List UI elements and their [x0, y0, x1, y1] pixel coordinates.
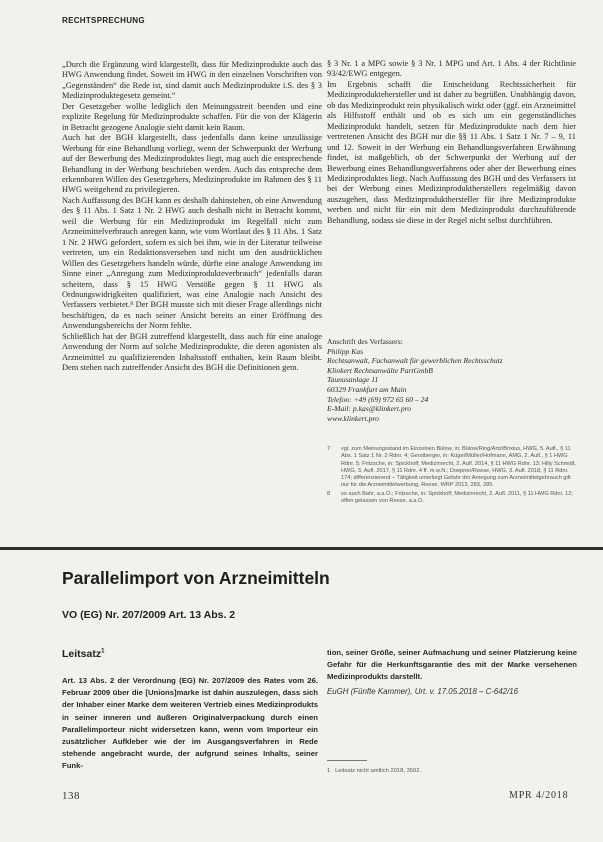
author-line: E-Mail: p.kas@klinkert.pro [327, 404, 412, 414]
paragraph: Schließlich hat der BGH zutreffend klargestellt, dass auch für eine analoge Anwendung der Norm auf solche Medizinprodukte, die deren agonisten als Arzneimittel zu qualifizierenden Inhaltsstoff enthalten, kein Raum bleibt. Dem stehen nach zutreffender Ansicht des BGH die Definitionen gem. [62, 331, 322, 373]
section-divider [0, 547, 603, 550]
author-line: Taunusanlage 11 [327, 375, 379, 385]
section-heading [62, 648, 104, 660]
author-address [327, 337, 576, 423]
author-line: www.klinkert.pro [327, 413, 379, 423]
footnote [327, 768, 577, 774]
left-text-column [62, 60, 322, 374]
footnote-number: 1 [327, 768, 331, 774]
author-line: Telefon: +49 (69) 972 65 60 – 24 [327, 394, 429, 404]
article-title: Parallelimport von Arzneimitteln [62, 568, 330, 588]
footnote-number: 7 [327, 446, 331, 452]
section-heading-text: Leitsatz [62, 648, 102, 660]
author-address-lead: Anschrift des Verfassers: [327, 337, 403, 346]
leitsatz-text-left: Art. 13 Abs. 2 der Verordnung (EG) Nr. 207/2009 des Rates vom 26. Februar 2009 über die [Unions]marke ist dahin auszulegen, dass sich der Inhaber einer Marke dem weiteren Vertrieb eines Medizinprodukts in seiner inneren und äußeren Originalverpackung durch einen Parallelimporteur nicht widersetzen kann, wenn vom Importeur ein zusätzlicher Aufkleber wie der im Ausgangsverfahren in Rede stehende angebracht wurde, der aufgrund seines Inhalts, seiner Funk- [62, 676, 318, 771]
footnote-text: Leitsatz nicht amtlich 2018, 3502. [335, 768, 422, 774]
footnote-rule [327, 760, 367, 761]
running-head: RECHTSPRECHUNG [62, 16, 145, 25]
author-line: Klinkert Rechtsanwälte PartGmbB [327, 365, 433, 375]
paragraph: Der Gesetzgeber wollte lediglich den Meinungsstreit beenden und eine explizite Regelung für Medizinprodukte schaffen. Für die von der Klägerin in Betracht gezogene Analogie sieht damit kein Raum. [62, 101, 322, 132]
footnotes [327, 446, 576, 506]
paragraph: Nach Auffassung des BGH kann es deshalb dahinstehen, ob eine Anwendung des § 11 Abs. 1 Satz 1 Nr. 2 HWG auch deshalb nicht in Betracht kommt, weil die Werbung für ein Medizinprodukt im Regelfall nicht zum Arzneimittelverbrauch anregen kann, wie vom Wortlaut des § 11 Abs. 1 Satz 1 Nr. 2 HWG gefordert, sofern es sich bei ihm, wie in der Literatur teilweise vertreten, um ein Redaktionsversehen und nicht um den ausdrücklichen Willen des Gesetzgebers handeln würde, dürfte eine analoge Anwendung im Sinne einer „Anregung zum Medizinprodukteverbrauch“ jedenfalls daran scheitern, dass § 15 HWG Verstöße gegen § 11 HWG als Ordnungswidrigkeiten qualifiziert, was eine Analogie nach Ansicht des Verfassers verbietet.⁸ Der BGH musste sich mit dieser Frage allerdings nicht beschäftigen, da es nach seiner Ansicht bereits an einer Eröffnung des Anwendungsbereichs der Norm fehlte. [62, 195, 322, 331]
footnote-text: so auch Bahr, a.a.O.; Fritzsche, in: Spickhoff, Medizinrecht, 2. Aufl. 2011, § 11 HWG Rdnr. 12; offen gelassen von Reese, a.a.O. [341, 490, 573, 505]
author-line: Rechtsanwalt, Fachanwalt für gewerblichen Rechtsschutz [327, 356, 503, 366]
footnote-ref: 1 [101, 648, 105, 655]
leitsatz-text-right: tion, seiner Größe, seiner Aufmachung und seiner Platzierung keine Gefahr für die Herkunftsgarantie des mit der Marke versehenen Medizinprodukts darstellt. [327, 648, 577, 682]
paragraph: „Durch die Ergänzung wird klargestellt, dass für Medizinprodukte auch das HWG Anwendung findet. Soweit im HWG in den einzelnen Vorschriften von „Gegenständen“ die Rede ist, sind damit auch Medizinprodukte i.S. des § 3 Medizinproduktegesetz gemeint.“ [62, 60, 322, 101]
footnote [327, 446, 576, 490]
author-line: Philipp Kas [327, 346, 364, 356]
court-citation: EuGH (Fünfte Kammer), Urt. v. 17.05.2018 – C-642/16 [327, 687, 519, 696]
journal-issue: MPR 4/2018 [509, 790, 569, 801]
right-text-column [327, 59, 576, 226]
footnote [327, 491, 576, 506]
footnote-number: 8 [327, 490, 331, 497]
paragraph: § 3 Nr. 1 a MPG sowie § 3 Nr. 1 MPG und Art. 1 Abs. 4 der Richtlinie 93/42/EWG entgegen. [327, 59, 576, 79]
page-number: 138 [62, 790, 80, 802]
paragraph: Im Ergebnis schafft die Entscheidung Rechtssicherheit für Medizinproduktehersteller und ist daher zu begrüßen. Unabhängig davon, ob das Medizinprodukt rein physikalisch wirkt oder (ggf. ein Arzneimittel als Hilfsstoff enthält und ob es sich um ein gegenständliches Medizinprodukt handelt, setzen für Medizinprodukte nach dem hier vertretenen Ansicht des BGH nur die §§ 11 Abs. 1 Satz 1 Nr. 7 – 9, 11 und 12. Soweit in der Werbung ein Behandlungsverfahren Erwähnung findet, ist maßgeblich, ob der Schwerpunkt der Werbung auf der Bewerbung eines Behandlungsverfahrens oder aber der Bewerbung eines Medizinproduktes liegt. Nach Auffassung des BGH und des Verfassers ist bei der Werbung eines Medizinproduktherstellers regelmäßig davon auszugehen, dass Medizinprodukthersteller für ihre Medizinprodukte werben und nicht für ein mit dem Medizinprodukt durchzuführende Behandlung, sodass sie diese in der Regel nicht selbst durchführen. [327, 79, 576, 225]
footnote-text: vgl. zum Meinungsstand im Einzelnen Bülow, in: Bülow/Ring/Artz/Brixius, HWG, 5. Aufl., § 11 Abs. 1 Satz 1 Nr. 2 Rdnr. 4; Gerstberger, in: Kügel/Müller/Hofmann, AMG, 2. Aufl., § 1 HWG Rdnr. 5; Fritzsche, in: Spickhoff, Medizinrecht, 2. Aufl. 2014, § 11 HWG Rdnr. 13; Hilly Schmidt, HWG, 3. Aufl. 2017, § 11 Rdnr. 4 ff. m.w.N.; Doepner/Reese, HWG, 3. Aufl. 2018, § 11 Rdnr. 174; differenzierend – Tätigkeit unterliegt Gefahr der Anregung zum Arzneimittelgebrauch gilt nur für die Arzneimittelwerbung, Reese, WRP 2013, 283, 285. [341, 446, 576, 489]
author-line: 60329 Frankfurt am Main [327, 384, 407, 394]
paragraph: Auch hat der BGH klargestellt, dass jedenfalls dann keine unzulässige Werbung für eine Behandlung vorliegt, wenn der Schwerpunkt der Werbung auf der Bewerbung des Medizinproduktes liegt, mag auch die entsprechende Behandlung in der Werbung beschrieben werden. Auch das entspreche dem erkennbaren Willen des Gesetzgebers, Medizinprodukte im Rahmen des § 11 HWG weitgehend zu privilegieren. [62, 133, 322, 195]
article-subtitle: VO (EG) Nr. 207/2009 Art. 13 Abs. 2 [62, 609, 236, 621]
